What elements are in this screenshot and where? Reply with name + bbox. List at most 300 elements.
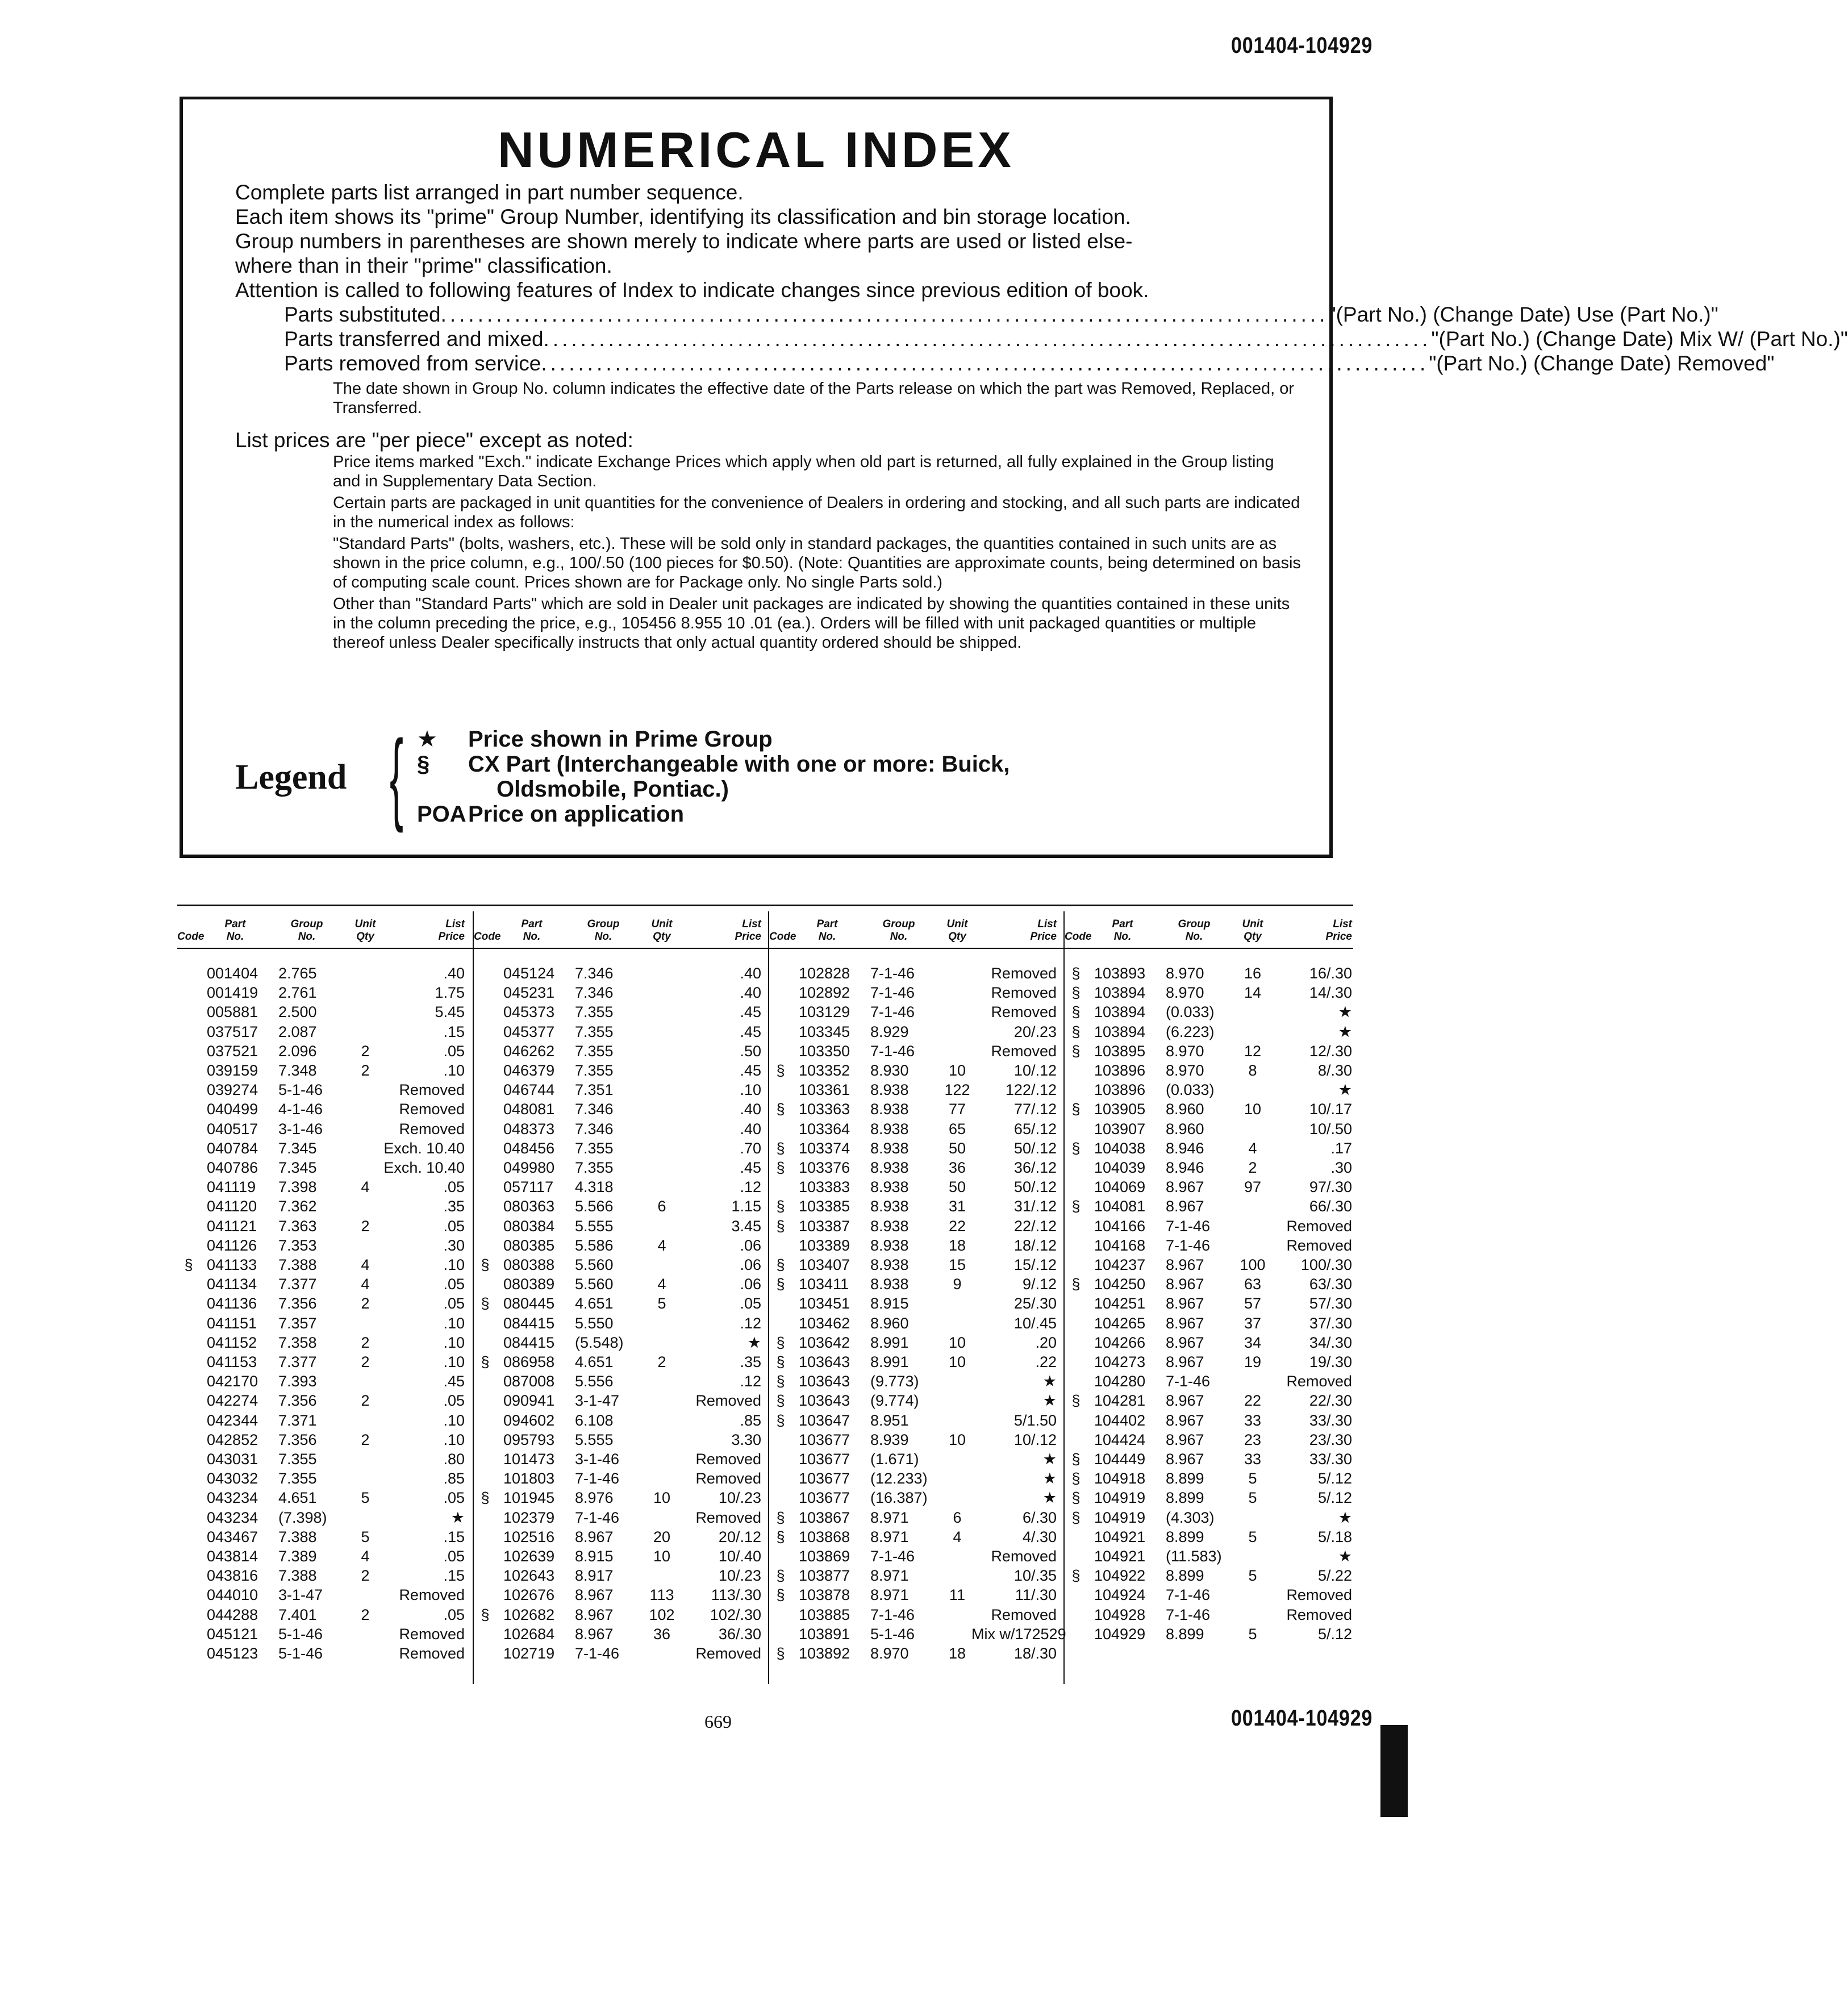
table-row xyxy=(177,1624,473,1644)
group-no-cell: 5.555 xyxy=(575,1431,614,1448)
part-no-cell: 104168 xyxy=(1094,1236,1146,1254)
list-price-cell: ★ xyxy=(1338,1003,1352,1021)
unit-qty-cell: 2 xyxy=(361,1295,370,1313)
table-row xyxy=(769,1177,1065,1197)
group-no-cell: 8.938 xyxy=(870,1159,909,1176)
list-price-cell: .06 xyxy=(740,1236,761,1254)
legend-brace: { xyxy=(390,719,404,834)
code-cell: § xyxy=(1071,1023,1081,1040)
table-row xyxy=(1065,1449,1360,1469)
part-no-cell: 045231 xyxy=(503,984,555,1002)
code-cell: § xyxy=(776,1645,785,1662)
group-no-cell: 7-1-46 xyxy=(870,1003,915,1021)
list-price-cell: 63/.30 xyxy=(1309,1276,1352,1293)
table-row xyxy=(474,1333,769,1352)
parts-removed-label: Parts removed from service xyxy=(284,352,541,375)
table-top-rule xyxy=(177,905,1353,906)
unit-qty-cell: 2 xyxy=(361,1062,370,1079)
list-price-cell: .10 xyxy=(740,1081,761,1099)
part-no-cell: 042274 xyxy=(207,1392,258,1410)
table-row xyxy=(769,1274,1065,1294)
group-no-cell: 8.967 xyxy=(575,1586,614,1604)
table-row xyxy=(474,1158,769,1177)
legend-lines xyxy=(417,727,1010,827)
table-row xyxy=(177,1119,473,1139)
part-no-cell: 103647 xyxy=(799,1411,850,1429)
group-no-cell: 8.967 xyxy=(1166,1295,1204,1313)
list-price-cell: Removed xyxy=(695,1470,761,1488)
code-cell: § xyxy=(1071,984,1081,1002)
list-price-cell: .20 xyxy=(1035,1334,1057,1351)
group-no-cell: 7.355 xyxy=(575,1159,614,1176)
unit-qty-cell: 63 xyxy=(1244,1276,1262,1293)
list-price-cell: .05 xyxy=(740,1295,761,1313)
table-row xyxy=(474,1099,769,1119)
part-no-cell: 104250 xyxy=(1094,1276,1146,1293)
part-no-cell: 103893 xyxy=(1094,965,1146,982)
part-no-cell: 103361 xyxy=(799,1081,850,1099)
group-no-cell: 5.550 xyxy=(575,1314,614,1332)
group-no-cell: 7-1-46 xyxy=(870,984,915,1002)
group-no-cell: 5.566 xyxy=(575,1198,614,1215)
part-no-cell: 040499 xyxy=(207,1101,258,1118)
parts-transferred-label: Parts transferred and mixed xyxy=(284,327,544,351)
group-no-cell: 7.356 xyxy=(278,1431,317,1448)
part-no-cell: 103907 xyxy=(1094,1120,1146,1138)
part-no-cell: 102639 xyxy=(503,1548,555,1565)
unit-qty-cell: 9 xyxy=(953,1276,962,1293)
part-no-cell: 080445 xyxy=(503,1295,555,1313)
unit-qty-cell: 14 xyxy=(1244,984,1262,1002)
group-no-cell: 7.355 xyxy=(575,1139,614,1157)
table-row xyxy=(1065,964,1360,983)
list-price-cell: .06 xyxy=(740,1276,761,1293)
group-no-cell: 8.970 xyxy=(1166,965,1204,982)
group-no-cell: 8.939 xyxy=(870,1431,909,1448)
table-row xyxy=(1065,1566,1360,1585)
code-cell: § xyxy=(481,1606,490,1623)
table-row xyxy=(474,1430,769,1449)
part-no-cell: 001404 xyxy=(207,965,258,982)
table-row xyxy=(1065,1061,1360,1080)
list-price-cell: .10 xyxy=(443,1334,465,1351)
table-row xyxy=(474,1644,769,1663)
code-cell: § xyxy=(481,1256,490,1273)
part-no-cell: 104929 xyxy=(1094,1625,1146,1643)
part-no-cell: 104038 xyxy=(1094,1139,1146,1157)
table-row xyxy=(769,1391,1065,1410)
part-no-cell: 104928 xyxy=(1094,1606,1146,1623)
list-price-cell: Removed xyxy=(991,1042,1057,1060)
part-no-cell: 041134 xyxy=(207,1276,257,1293)
group-no-cell: 7.358 xyxy=(278,1334,317,1351)
code-cell: § xyxy=(1071,1392,1081,1410)
unit-qty-cell: 4 xyxy=(361,1276,370,1293)
list-price-cell: Removed xyxy=(1286,1236,1352,1254)
list-price-cell: Exch. 10.40 xyxy=(383,1139,465,1157)
group-no-cell: 8.946 xyxy=(1166,1139,1204,1157)
unit-qty-cell: 12 xyxy=(1244,1042,1262,1060)
unit-qty-cell: 4 xyxy=(1248,1139,1257,1157)
list-price-cell: .85 xyxy=(443,1470,465,1488)
list-price-cell: 97/.30 xyxy=(1309,1178,1352,1196)
table-row xyxy=(769,1449,1065,1469)
table-row xyxy=(474,1197,769,1216)
table-row xyxy=(1065,1177,1360,1197)
table-row xyxy=(177,1488,473,1507)
group-no-cell: 8.967 xyxy=(1166,1256,1204,1273)
part-no-cell: 103891 xyxy=(799,1625,850,1643)
part-no-cell: 103895 xyxy=(1094,1042,1146,1060)
list-price-cell: .45 xyxy=(740,1062,761,1079)
table-row xyxy=(177,1391,473,1410)
group-no-cell: 8.915 xyxy=(575,1548,614,1565)
other-parts-note: Other than "Standard Parts" which are sold in Dealer unit packages are indicated by showing the quantities contained in these units in the column preceding the price, e.g., 105456 8.955 10 .01 (ea.). Orders will be filled with unit packaged quantities or multiple thereof unless Dealer specifically instructs that only actual quantity ordered should be shipped. xyxy=(333,595,1290,652)
list-price-cell: ★ xyxy=(450,1509,465,1526)
group-no-cell: 5.556 xyxy=(575,1373,614,1390)
list-price-cell: 18/.12 xyxy=(1013,1236,1057,1254)
group-no-cell: 7.356 xyxy=(278,1392,317,1410)
part-no-cell: 103345 xyxy=(799,1023,850,1040)
page-title: NUMERICAL INDEX xyxy=(498,122,1015,178)
table-row xyxy=(474,1236,769,1255)
code-cell: § xyxy=(1071,1198,1081,1215)
unit-qty-cell: 50 xyxy=(948,1139,966,1157)
group-no-cell: 8.971 xyxy=(870,1586,909,1604)
group-no-cell: 8.967 xyxy=(1166,1431,1204,1448)
part-no-cell: 041153 xyxy=(207,1353,257,1370)
part-no-cell: 103677 xyxy=(799,1451,850,1468)
list-price-cell: 16/.30 xyxy=(1309,965,1352,982)
list-price-cell: .05 xyxy=(443,1042,465,1060)
list-price-cell: .10 xyxy=(443,1353,465,1370)
table-row xyxy=(474,1488,769,1507)
group-no-cell: 7-1-46 xyxy=(870,1548,915,1565)
group-no-cell: 3-1-47 xyxy=(278,1586,323,1604)
unit-qty-cell: 2 xyxy=(361,1392,370,1410)
list-price-cell: Removed xyxy=(991,1003,1057,1021)
part-no-cell: 104237 xyxy=(1094,1256,1146,1273)
list-price-cell: 12/.30 xyxy=(1309,1042,1352,1060)
table-column-group xyxy=(473,911,769,1684)
part-no-cell: 080389 xyxy=(503,1276,555,1293)
list-price-cell: 10/.12 xyxy=(1013,1431,1057,1448)
table-row xyxy=(177,1430,473,1449)
table-row xyxy=(177,1527,473,1547)
table-row xyxy=(769,1605,1065,1624)
list-price-cell: 10/.23 xyxy=(718,1567,761,1585)
list-price-cell: 5/.22 xyxy=(1317,1567,1352,1585)
group-no-cell: 7.377 xyxy=(278,1353,317,1370)
list-price-cell: 102/.30 xyxy=(710,1606,761,1623)
list-price-cell: .35 xyxy=(740,1353,761,1370)
unit-qty-cell: 2 xyxy=(361,1567,370,1585)
footer-part-range: 001404-104929 xyxy=(1230,1706,1373,1731)
list-price-cell: .10 xyxy=(443,1314,465,1332)
column-header: Part No. xyxy=(816,918,838,943)
group-no-cell: 5.555 xyxy=(575,1217,614,1235)
group-no-cell: 8.938 xyxy=(870,1256,909,1273)
code-cell: § xyxy=(1071,1139,1081,1157)
part-no-cell: 103896 xyxy=(1094,1062,1146,1079)
list-prices-line: List prices are "per piece" except as noted: xyxy=(235,428,633,452)
legend-cx-line xyxy=(417,752,1010,777)
parts-removed-value: "(Part No.) (Change Date) Removed" xyxy=(1429,352,1775,375)
list-price-cell: .05 xyxy=(443,1606,465,1623)
part-no-cell: 048081 xyxy=(503,1101,555,1118)
list-price-cell: 113/.30 xyxy=(711,1586,761,1604)
code-cell: § xyxy=(1071,1003,1081,1021)
legend-poa-text: Price on application xyxy=(468,802,685,827)
table-row xyxy=(177,1041,473,1061)
list-price-cell: 33/.30 xyxy=(1309,1411,1352,1429)
list-price-cell: .30 xyxy=(1330,1159,1352,1176)
group-no-cell: 8.899 xyxy=(1166,1567,1204,1585)
group-no-cell: 5.586 xyxy=(575,1236,614,1254)
list-price-cell: 14/.30 xyxy=(1309,984,1352,1002)
table-row xyxy=(769,983,1065,1002)
list-price-cell: 33/.30 xyxy=(1309,1451,1352,1468)
table-row xyxy=(1065,1158,1360,1177)
part-no-cell: 044288 xyxy=(207,1606,258,1623)
table-row xyxy=(177,1547,473,1566)
table-row xyxy=(1065,1527,1360,1547)
legend-star-line xyxy=(417,727,1010,752)
group-no-cell: (16.387) xyxy=(870,1489,928,1507)
unit-qty-cell: 2 xyxy=(657,1353,666,1370)
group-no-cell: 8.970 xyxy=(1166,1042,1204,1060)
parts-transferred-line xyxy=(235,327,1848,351)
unit-qty-cell: 10 xyxy=(1244,1101,1262,1118)
part-no-cell: 104921 xyxy=(1094,1548,1146,1565)
part-no-cell: 103451 xyxy=(799,1295,850,1313)
part-no-cell: 080385 xyxy=(503,1236,555,1254)
table-row xyxy=(474,1411,769,1430)
table-row xyxy=(474,1061,769,1080)
list-price-cell: Exch. 10.40 xyxy=(383,1159,465,1176)
unit-qty-cell: 10 xyxy=(948,1334,966,1351)
table-row xyxy=(177,1469,473,1488)
group-no-cell: 2.765 xyxy=(278,965,317,982)
table-row xyxy=(1065,1605,1360,1624)
unit-qty-cell: 5 xyxy=(1248,1528,1257,1545)
list-price-cell: 50/.12 xyxy=(1013,1178,1057,1196)
list-price-cell: .40 xyxy=(740,984,761,1002)
list-price-cell: .40 xyxy=(740,1120,761,1138)
part-no-cell: 042852 xyxy=(207,1431,258,1448)
list-price-cell: 10/.35 xyxy=(1013,1567,1057,1585)
group-no-cell: 2.761 xyxy=(278,984,317,1002)
list-price-cell: .05 xyxy=(443,1392,465,1410)
table-row xyxy=(474,1139,769,1158)
list-price-cell: 1.75 xyxy=(435,984,465,1002)
part-no-cell: 045373 xyxy=(503,1003,555,1021)
code-cell: § xyxy=(481,1295,490,1313)
part-no-cell: 043032 xyxy=(207,1470,258,1488)
part-no-cell: 103374 xyxy=(799,1139,850,1157)
group-no-cell: 7.353 xyxy=(278,1236,317,1254)
group-no-cell: 8.971 xyxy=(870,1509,909,1526)
part-no-cell: 104251 xyxy=(1094,1295,1146,1313)
part-no-cell: 084415 xyxy=(503,1334,555,1351)
table-row xyxy=(474,1119,769,1139)
list-price-cell: .45 xyxy=(740,1159,761,1176)
code-cell: § xyxy=(776,1373,785,1390)
group-no-cell: 8.967 xyxy=(575,1606,614,1623)
group-no-cell: 5-1-46 xyxy=(870,1625,915,1643)
unit-qty-cell: 50 xyxy=(948,1178,966,1196)
group-no-cell: 7.346 xyxy=(575,1101,614,1118)
part-no-cell: 037517 xyxy=(207,1023,258,1040)
list-price-cell: ★ xyxy=(1338,1548,1352,1565)
part-no-cell: 045123 xyxy=(207,1645,258,1662)
table-row xyxy=(769,1002,1065,1022)
column-header: Code xyxy=(769,931,796,943)
table-row xyxy=(177,1216,473,1236)
table-row xyxy=(474,1527,769,1547)
unit-qty-cell: 122 xyxy=(944,1081,970,1099)
group-no-cell: 7.345 xyxy=(278,1159,317,1176)
group-no-cell: 8.970 xyxy=(1166,1062,1204,1079)
list-price-cell: .12 xyxy=(740,1314,761,1332)
table-row xyxy=(1065,1022,1360,1041)
list-price-cell: ★ xyxy=(1042,1470,1057,1488)
group-no-cell: (4.303) xyxy=(1166,1509,1215,1526)
table-row xyxy=(474,983,769,1002)
table-row xyxy=(474,1585,769,1605)
part-no-cell: 005881 xyxy=(207,1003,258,1021)
group-no-cell: 7-1-46 xyxy=(575,1470,620,1488)
group-no-cell: 2.087 xyxy=(278,1023,317,1040)
code-cell: § xyxy=(1071,1451,1081,1468)
group-no-cell: 8.967 xyxy=(1166,1392,1204,1410)
group-no-cell: 7-1-46 xyxy=(1166,1373,1211,1390)
part-no-cell: 001419 xyxy=(207,984,258,1002)
part-no-cell: 103896 xyxy=(1094,1081,1146,1099)
part-no-cell: 103677 xyxy=(799,1431,850,1448)
list-price-cell: .05 xyxy=(443,1217,465,1235)
part-no-cell: 104424 xyxy=(1094,1431,1146,1448)
group-no-cell: 7.388 xyxy=(278,1528,317,1545)
unit-qty-cell: 11 xyxy=(949,1586,966,1604)
star-icon: ★ xyxy=(417,727,437,752)
column-header: Code xyxy=(1065,931,1092,943)
exchange-note: Price items marked "Exch." indicate Exchange Prices which apply when old part is returned, all fully explained in the Group listing and in Supplementary Data Section. xyxy=(333,453,1274,490)
group-no-cell: 7.356 xyxy=(278,1295,317,1313)
list-price-cell: 5/.12 xyxy=(1317,1625,1352,1643)
group-no-cell: 8.991 xyxy=(870,1353,909,1370)
group-no-cell: 8.971 xyxy=(870,1567,909,1585)
parts-index-table xyxy=(177,905,1353,1684)
group-no-cell: 8.938 xyxy=(870,1139,909,1157)
group-no-cell: 7.351 xyxy=(575,1081,614,1099)
intro-text xyxy=(235,180,1848,655)
table-row xyxy=(769,1566,1065,1585)
group-no-cell: 8.967 xyxy=(1166,1411,1204,1429)
group-no-cell: 5-1-46 xyxy=(278,1081,323,1099)
code-cell: § xyxy=(776,1139,785,1157)
part-no-cell: 040517 xyxy=(207,1120,258,1138)
table-row xyxy=(1065,1430,1360,1449)
standard-parts-note: "Standard Parts" (bolts, washers, etc.). These will be sold only in standard packages, the quantities contained in such units are as shown in the price column, e.g., 100/.50 (100 pieces for $0.50). (Note: Quantities are approximate counts, being determined on basis of computing scale count. Prices shown are for Package only. No single Parts sold.) xyxy=(333,535,1301,591)
part-no-cell: 048373 xyxy=(503,1120,555,1138)
table-row xyxy=(177,1255,473,1274)
table-row xyxy=(474,1547,769,1566)
table-row xyxy=(769,1197,1065,1216)
table-row xyxy=(474,1294,769,1313)
part-no-cell: 101945 xyxy=(503,1489,555,1507)
list-price-cell: Removed xyxy=(399,1120,465,1138)
code-cell: § xyxy=(776,1217,785,1235)
table-row xyxy=(1065,1372,1360,1391)
part-no-cell: 041119 xyxy=(207,1178,256,1196)
unit-qty-cell: 4 xyxy=(361,1178,370,1196)
table-row xyxy=(177,1099,473,1119)
table-row xyxy=(769,1372,1065,1391)
column-header: Group No. xyxy=(290,918,323,943)
part-no-cell: 103878 xyxy=(799,1586,850,1604)
list-price-cell: 5/1.50 xyxy=(1013,1411,1057,1429)
table-row xyxy=(474,1216,769,1236)
code-cell: § xyxy=(776,1276,785,1293)
package-note: Certain parts are packaged in unit quantities for the convenience of Dealers in ordering and stocking, and all such parts are indicated in the numerical index as follows: xyxy=(333,494,1300,531)
list-price-cell: 1.15 xyxy=(731,1198,761,1215)
group-no-cell: 8.967 xyxy=(1166,1353,1204,1370)
table-row xyxy=(177,1294,473,1313)
parts-substituted-label: Parts substituted xyxy=(284,303,441,326)
list-price-cell: .22 xyxy=(1035,1353,1057,1370)
part-no-cell: 049980 xyxy=(503,1159,555,1176)
group-no-cell: 5-1-46 xyxy=(278,1645,323,1662)
table-row xyxy=(474,1041,769,1061)
unit-qty-cell: 2 xyxy=(361,1431,370,1448)
unit-qty-cell: 23 xyxy=(1244,1431,1262,1448)
code-cell: § xyxy=(1071,965,1081,982)
unit-qty-cell: 100 xyxy=(1240,1256,1266,1273)
part-no-cell: 103376 xyxy=(799,1159,850,1176)
list-price-cell: 100/.30 xyxy=(1300,1256,1352,1273)
parts-substituted-value: "(Part No.) (Change Date) Use (Part No.)" xyxy=(1328,303,1718,326)
part-no-cell: 104280 xyxy=(1094,1373,1146,1390)
list-price-cell: Removed xyxy=(399,1645,465,1662)
list-price-cell: .15 xyxy=(443,1567,465,1585)
group-no-cell: 7.355 xyxy=(575,1042,614,1060)
part-no-cell: 102828 xyxy=(799,965,850,982)
code-cell: § xyxy=(776,1159,785,1176)
table-row xyxy=(177,983,473,1002)
table-row xyxy=(177,1372,473,1391)
table-row xyxy=(1065,1624,1360,1644)
table-row xyxy=(1065,1411,1360,1430)
unit-qty-cell: 31 xyxy=(948,1198,966,1215)
part-no-cell: 087008 xyxy=(503,1373,555,1390)
code-cell: § xyxy=(776,1198,785,1215)
list-price-cell: .30 xyxy=(443,1236,465,1254)
group-no-cell: 8.930 xyxy=(870,1062,909,1079)
table-row xyxy=(1065,1488,1360,1507)
table-row xyxy=(1065,1508,1360,1527)
part-no-cell: 084415 xyxy=(503,1314,555,1332)
unit-qty-cell: 16 xyxy=(1244,965,1262,982)
list-price-cell: 57/.30 xyxy=(1309,1295,1352,1313)
table-row xyxy=(177,1585,473,1605)
table-row xyxy=(1065,1333,1360,1352)
unit-qty-cell: 18 xyxy=(948,1236,966,1254)
unit-qty-cell: 2 xyxy=(361,1334,370,1351)
column-header: Unit Qty xyxy=(651,918,673,943)
group-no-cell: 8.967 xyxy=(1166,1334,1204,1351)
list-price-cell: 8/.30 xyxy=(1317,1062,1352,1079)
